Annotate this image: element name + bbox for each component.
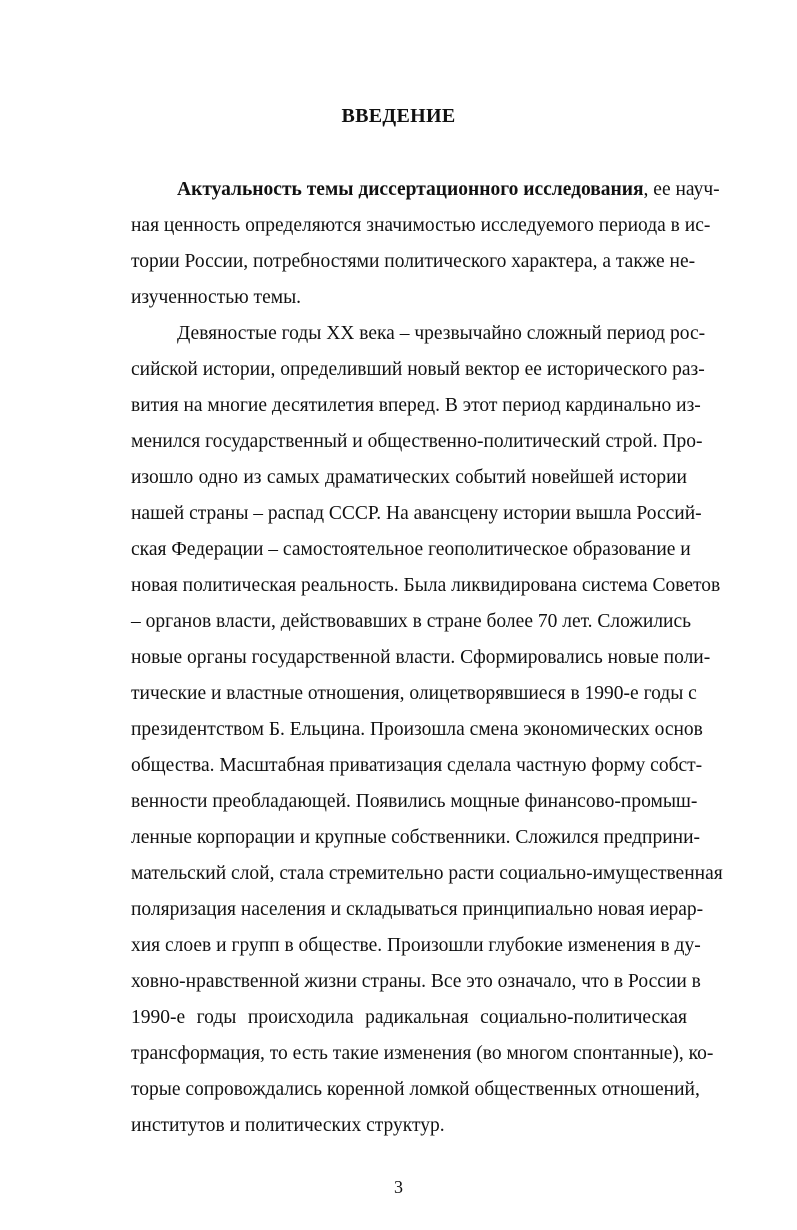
paragraph-2-line-23: институтов и политических структур. (131, 1115, 445, 1136)
paragraph-2-line-22: торые сопровождались коренной ломкой общественных отношений, (131, 1079, 700, 1100)
paragraph-2-line-13: общества. Масштабная приватизация сделала частную форму собст- (131, 755, 703, 776)
paragraph-2-line-6: нашей страны – распад СССР. На авансцену истории вышла Россий- (131, 503, 702, 524)
paragraph-2-line-3: вития на многие десятилетия вперед. В этот период кардинально из- (131, 395, 701, 416)
paragraph-2-line-5: изошло одно из самых драматических событий новейшей истории (131, 467, 687, 488)
paragraph-2-line-4: менился государственный и общественно-политический строй. Про- (131, 431, 703, 452)
page-title: ВВЕДЕНИЕ (341, 105, 456, 127)
paragraph-2-line-12: президентством Б. Ельцина. Произошла смена экономических основ (131, 719, 703, 740)
paragraph-2-line-21: трансформация, то есть такие изменения (во многом спонтанные), ко- (131, 1043, 714, 1064)
paragraph-2-line-8: новая политическая реальность. Была ликвидирована система Советов (131, 575, 721, 596)
paragraph-2-line-16: мательский слой, стала стремительно расти социально-имущественная (131, 863, 723, 884)
paragraph-2-line-10: новые органы государственной власти. Сформировались новые поли- (131, 647, 711, 668)
paragraph-2-line-20: 1990-е годы происходила радикальная социально-политическая (131, 1007, 687, 1028)
paragraph-2-line-14: венности преобладающей. Появились мощные финансово-промыш- (131, 791, 698, 812)
paragraph-2-line-1: Девяностые годы XX века – чрезвычайно сложный период рос- (177, 323, 706, 344)
paragraph-1-line-4: изученностью темы. (131, 287, 302, 308)
paragraph-2-line-18: хия слоев и групп в обществе. Произошли глубокие изменения в ду- (131, 935, 701, 956)
paragraph-2-line-17: поляризация населения и складываться принципиально новая иерар- (131, 899, 704, 920)
paragraph-2-line-2: сийской истории, определивший новый вектор ее исторического раз- (131, 359, 705, 380)
page-number: 3 (394, 1177, 403, 1197)
paragraph-1-lead-rest: , ее науч- (643, 179, 720, 200)
paragraph-1-lead: Актуальность темы диссертационного исследования (177, 179, 644, 200)
paragraph-1-line-2: ная ценность определяются значимостью исследуемого периода в ис- (131, 215, 711, 236)
paragraph-2-line-19: ховно-нравственной жизни страны. Все это означало, что в России в (131, 971, 701, 992)
paragraph-2-line-7: ская Федерации – самостоятельное геополитическое образование и (131, 539, 691, 560)
paragraph-1-line-1 (177, 177, 720, 203)
paragraph-2-line-15: ленные корпорации и крупные собственники. Сложился предприни- (131, 827, 701, 848)
paragraph-2-line-9: – органов власти, действовавших в стране более 70 лет. Сложились (131, 611, 692, 632)
paragraph-1-line-3: тории России, потребностями политического характера, а также не- (131, 251, 696, 272)
paragraph-2-line-11: тические и властные отношения, олицетворявшиеся в 1990-е годы с (131, 683, 697, 704)
